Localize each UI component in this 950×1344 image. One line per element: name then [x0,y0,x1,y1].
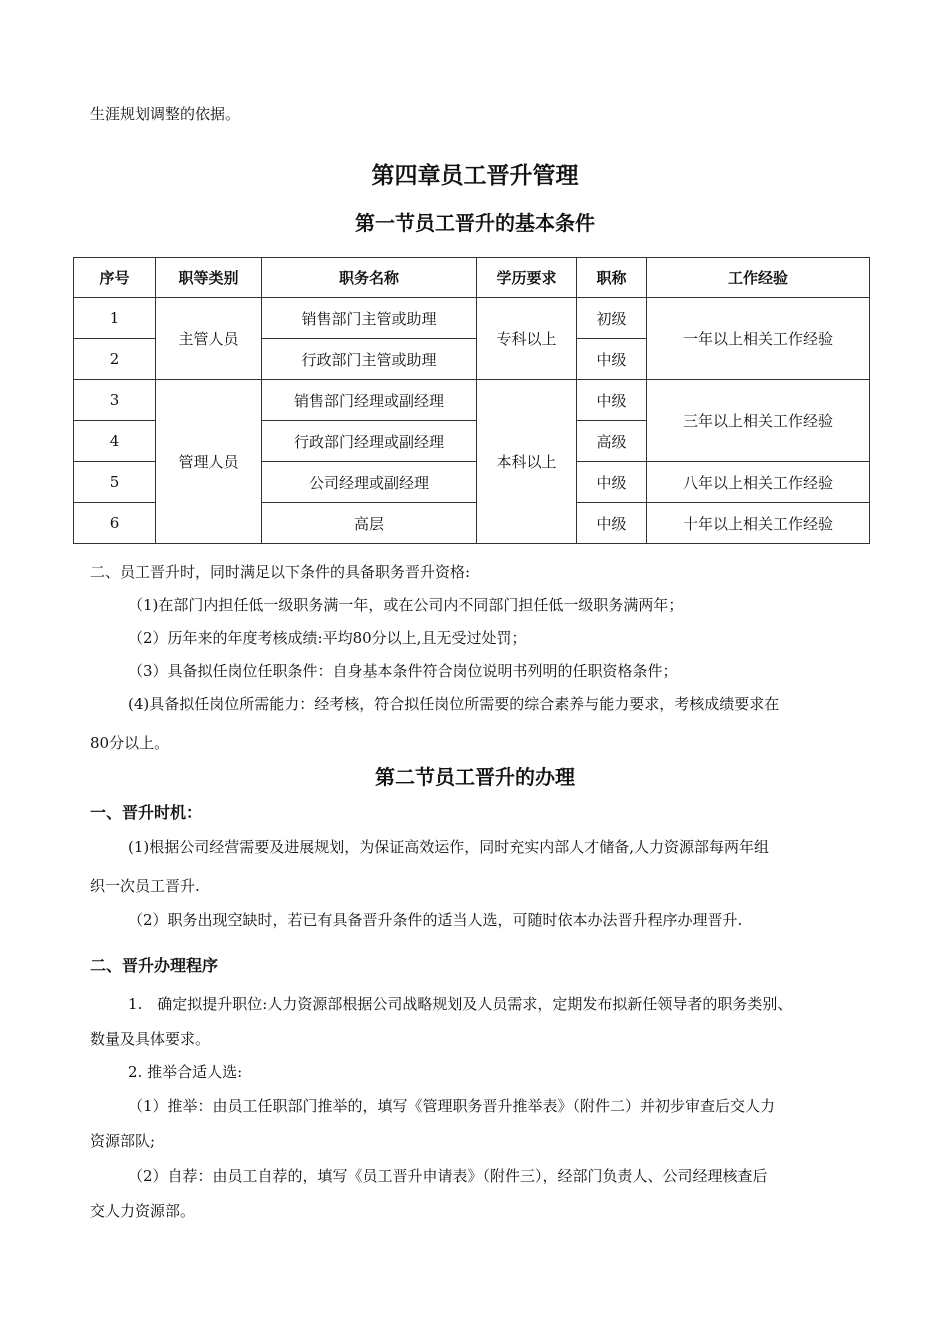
cell-title: 中级 [577,339,647,380]
condition-item: （1)在部门内担任低一级职务满一年，或在公司内不同部门担任低一级职务满两年； [128,596,684,614]
condition-item: （3）具备拟任岗位任职条件：自身基本条件符合岗位说明书列明的任职资格条件； [128,662,678,680]
cell-no: 2 [74,339,156,380]
section-2-title: 第二节员工晋升的办理 [375,765,575,789]
chapter-title: 第四章员工晋升管理 [371,163,579,189]
table-row [74,298,870,339]
cell-education: 专科以上 [477,298,577,380]
header-category: 职等类别 [156,258,262,298]
cell-title: 高级 [577,421,647,462]
cell-position: 销售部门经理或副经理 [262,380,477,421]
cell-position: 销售部门主管或助理 [262,298,477,339]
timing-item-continued: 织一次员工晋升. [90,877,200,895]
condition-item: (4)具备拟任岗位所需能力：经考核，符合拟任岗位所需要的综合素养与能力要求，考核成绩要求在 [128,695,780,713]
procedure-item-continued: 交人力资源部。 [90,1202,196,1220]
cell-no: 1 [74,298,156,339]
condition-item-continued: 80分以上。 [90,734,170,752]
cell-experience: 十年以上相关工作经验 [647,503,870,544]
promotion-conditions-table [73,257,870,544]
cell-title: 初级 [577,298,647,339]
cell-no: 5 [74,462,156,503]
cell-position: 公司经理或副经理 [262,462,477,503]
procedure-item-continued: 数量及具体要求。 [90,1030,211,1048]
cell-position: 高层 [262,503,477,544]
procedure-item: 1. 确定拟提升职位:人力资源部根据公司战略规划及人员需求，定期发布拟新任领导者的职务类别、 [128,995,793,1013]
procedure-item: 2. 推举合适人选: [128,1063,243,1081]
cell-experience: 八年以上相关工作经验 [647,462,870,503]
cell-education: 本科以上 [477,380,577,544]
cell-position: 行政部门主管或助理 [262,339,477,380]
timing-item: (1)根据公司经营需要及进展规划，为保证高效运作，同时充实内部人才储备,人力资源部每两年组 [128,838,770,856]
procedure-item-continued: 资源部队; [90,1132,156,1150]
table-header-row [74,258,870,298]
cell-no: 3 [74,380,156,421]
conditions-intro: 二、员工晋升时，同时满足以下条件的具备职务晋升资格: [90,563,471,581]
cell-title: 中级 [577,380,647,421]
cell-experience: 三年以上相关工作经验 [647,380,870,462]
header-position: 职务名称 [262,258,477,298]
header-education: 学历要求 [477,258,577,298]
timing-heading: 一、晋升时机： [90,803,203,822]
table-row [74,380,870,421]
header-title: 职称 [577,258,647,298]
cell-experience: 一年以上相关工作经验 [647,298,870,380]
section-1-title: 第一节员工晋升的基本条件 [355,211,595,235]
condition-item: （2）历年来的年度考核成绩:平均80分以上,且无受过处罚； [128,629,527,647]
cell-title: 中级 [577,503,647,544]
cell-title: 中级 [577,462,647,503]
intro-line: 生涯规划调整的依据。 [90,105,241,123]
timing-item: （2）职务出现空缺时，若已有具备晋升条件的适当人选，可随时依本办法晋升程序办理晋升. [128,911,743,929]
header-experience: 工作经验 [647,258,870,298]
cell-position: 行政部门经理或副经理 [262,421,477,462]
cell-category: 管理人员 [156,380,262,544]
cell-category: 主管人员 [156,298,262,380]
procedure-heading: 二、晋升办理程序 [90,956,219,975]
procedure-item: （1）推举：由员工任职部门推举的，填写《管理职务晋升推举表》（附件二）并初步审查后交人力 [128,1097,776,1115]
cell-no: 4 [74,421,156,462]
procedure-item: （2）自荐：由员工自荐的，填写《员工晋升申请表》（附件三），经部门负责人、公司经理核查后 [128,1167,768,1185]
cell-no: 6 [74,503,156,544]
header-no: 序号 [74,258,156,298]
